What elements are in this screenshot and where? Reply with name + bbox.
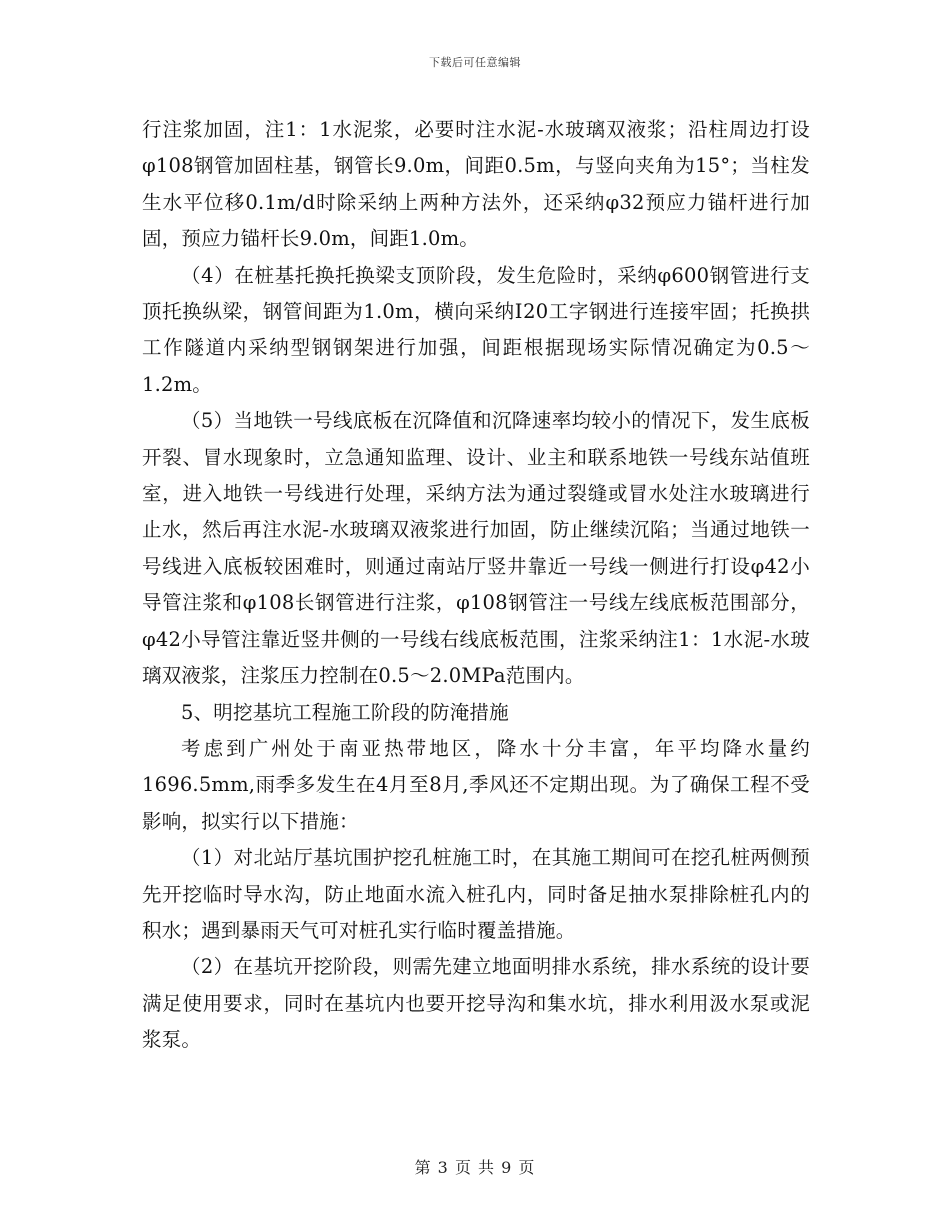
paragraph-1: 行注浆加固，注1：1水泥浆，必要时注水泥-水玻璃双液浆；沿柱周边打设φ108钢管加固柱基，钢管长9.0m，间距0.5m，与竖向夹角为15°；当柱发生水平位移0.1m/d时除采纳上两种方法外，还采纳φ32预应力锚杆进行加固，预应力锚杆长9.0m，间距1.0m。 (142, 118, 810, 251)
paragraph-7: （2）在基坑开挖阶段，则需先建立地面明排水系统，排水系统的设计要满足使用要求，同时在基坑内也要开挖导沟和集水坑，排水利用汲水泵或泥浆泵。 (142, 955, 810, 1052)
section-heading: 5、明挖基坑工程施工阶段的防淹措施 (181, 700, 509, 724)
paragraph-3: （5）当地铁一号线底板在沉降值和沉降速率均较小的情况下，发生底板开裂、冒水现象时，立急通知监理、设计、业主和联系地铁一号线东站值班室，进入地铁一号线进行处理，采纳方法为通过裂缝或冒水处注水玻璃进行止水，然后再注水泥-水玻璃双液浆进行加固，防止继续沉陷；当通过地铁一号线进入底板较困难时，则通过南站厅竖井靠近一号线一侧进行打设φ42小导管注浆和φ108长钢管进行注浆，φ108钢管注一号线左线底板范围部分，φ42小导管注靠近竖井侧的一号线右线底板范围，注浆采纳注1：1水泥-水玻璃双液浆，注浆压力控制在0.5～2.0MPa范围内。 (142, 409, 810, 688)
paragraph-6: （1）对北站厅基坑围护挖孔桩施工时，在其施工期间可在挖孔桩两侧预先开挖临时导水沟，防止地面水流入桩孔内，同时备足抽水泵排除桩孔内的积水；遇到暴雨天气可对桩孔实行临时覆盖措施。 (142, 846, 810, 942)
page-footer: 第 3 页 共 9 页 (414, 1158, 536, 1177)
page-header: 下载后可任意编辑 (429, 56, 521, 69)
paragraph-2: （4）在桩基托换托换梁支顶阶段，发生危险时，采纳φ600钢管进行支顶托换纵梁，钢管间距为1.0m，横向采纳Ⅰ20工字钢进行连接牢固；托换拱工作隧道内采纳型钢钢架进行加强，间距根据现场实际情况确定为0.5～1.2m。 (142, 263, 810, 396)
paragraph-5: 考虑到广州处于南亚热带地区，降水十分丰富，年平均降水量约1696.5mm,雨季多发生在4月至8月,季风还不定期出现。为了确保工程不受影响，拟实行以下措施： (142, 736, 810, 833)
document-body (142, 112, 810, 1059)
